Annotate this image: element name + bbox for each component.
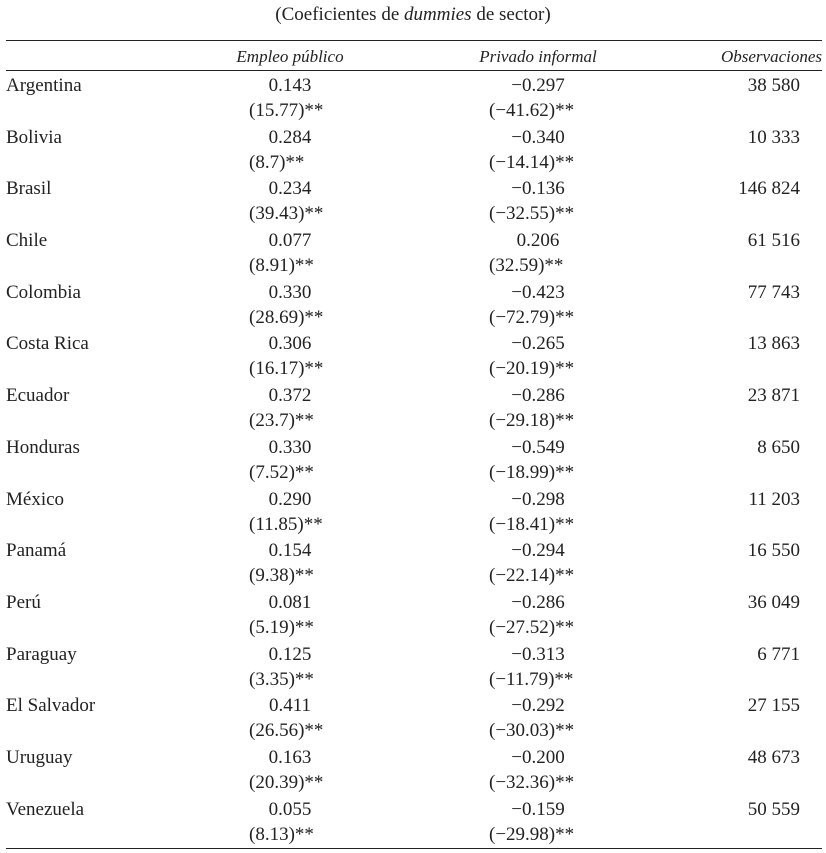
country-cell: México [6,488,65,510]
country-cell: Colombia [6,281,81,303]
empleo-coef: 0.411 [268,695,312,717]
empleo-coef: 0.290 [268,488,312,510]
header-observaciones: Observaciones [720,47,822,66]
empleo-tstat: (3.35)** [249,668,314,690]
empleo-coef: 0.234 [268,178,312,200]
observaciones-cell: 11 203 [748,488,800,510]
observaciones-cell: 6 771 [757,643,800,665]
table-row [0,538,826,590]
caption-suffix: de sector) [471,4,551,25]
empleo-coef: 0.330 [268,436,312,458]
observaciones-cell: 61 516 [747,230,800,252]
privado-tstat: (−18.41)** [489,513,575,535]
empleo-tstat: (7.52)** [249,461,314,483]
privado-tstat: (−20.19)** [489,358,575,380]
observaciones-cell: 48 673 [747,746,800,768]
empleo-tstat: (11.85)** [249,513,323,535]
observaciones-cell: 50 559 [747,798,800,820]
privado-coef: −0.297 [511,75,565,96]
privado-coef: −0.200 [511,746,565,768]
table-row [0,797,826,849]
header-empleo-publico: Empleo público [236,47,344,66]
privado-tstat: (−18.99)** [489,461,575,483]
privado-tstat: (32.59)** [489,255,564,277]
country-cell: Honduras [6,436,80,458]
empleo-coef: 0.077 [268,230,312,252]
country-cell: Costa Rica [6,333,89,355]
table-row [0,383,826,435]
privado-coef: −0.159 [511,798,565,820]
table-row [0,280,826,332]
country-cell: Paraguay [6,643,77,665]
privado-coef: −0.286 [511,385,565,407]
observaciones-cell: 8 650 [757,436,800,458]
table-row [0,693,826,745]
privado-coef: 0.206 [516,230,560,252]
privado-coef: −0.313 [511,643,565,665]
privado-tstat: (−29.18)** [489,410,575,432]
empleo-tstat: (8.91)** [249,255,314,277]
empleo-coef: 0.154 [268,540,312,562]
table-row [0,73,826,125]
country-cell: Venezuela [6,798,85,820]
privado-coef: −0.136 [511,178,565,200]
privado-tstat: (−72.79)** [489,306,575,328]
top-rule [6,40,822,41]
empleo-coef: 0.055 [268,798,312,820]
header-rule [6,70,822,71]
empleo-coef: 0.125 [268,643,312,665]
empleo-tstat: (20.39)** [249,771,324,793]
empleo-tstat: (8.13)** [249,823,314,845]
bottom-rule [6,848,822,849]
observaciones-cell: 27 155 [747,695,800,717]
observaciones-cell: 23 871 [747,385,800,407]
table-row [0,176,826,228]
observaciones-cell: 13 863 [747,333,800,355]
empleo-coef: 0.372 [268,385,312,407]
observaciones-cell: 77 743 [747,281,800,303]
privado-coef: −0.298 [511,488,565,510]
privado-tstat: (−32.55)** [489,203,575,225]
empleo-tstat: (23.7)** [249,410,314,432]
country-cell: El Salvador [6,695,96,717]
table-row [0,642,826,694]
empleo-coef: 0.081 [268,591,312,613]
privado-tstat: (−32.36)** [489,771,575,793]
privado-tstat: (−27.52)** [489,616,575,638]
empleo-coef: 0.306 [268,333,312,355]
privado-coef: −0.286 [511,591,565,613]
empleo-coef: 0.163 [268,746,312,768]
table-body [0,73,826,848]
empleo-tstat: (5.19)** [249,616,314,638]
privado-tstat: (−22.14)** [489,565,575,587]
empleo-tstat: (28.69)** [249,306,324,328]
country-cell: Ecuador [6,385,70,407]
privado-tstat: (−30.03)** [489,720,575,742]
country-cell: Chile [6,230,48,252]
header-privado-informal: Privado informal [479,47,597,66]
empleo-tstat: (26.56)** [249,720,324,742]
country-cell: Brasil [6,178,52,200]
empleo-coef: 0.143 [268,75,312,96]
empleo-coef: 0.284 [268,126,312,148]
empleo-tstat: (15.77)** [249,100,324,121]
country-cell: Argentina [6,75,82,96]
privado-tstat: (−29.98)** [489,823,575,845]
empleo-tstat: (9.38)** [249,565,314,587]
observaciones-cell: 146 824 [738,178,800,200]
privado-coef: −0.294 [511,540,565,562]
table-row [0,331,826,383]
country-cell: Bolivia [6,126,62,148]
privado-coef: −0.549 [511,436,565,458]
observaciones-cell: 16 550 [747,540,800,562]
country-cell: Uruguay [6,746,73,768]
empleo-tstat: (8.7)** [249,151,305,173]
table-row [0,228,826,280]
country-cell: Perú [6,591,41,613]
observaciones-cell: 10 333 [747,126,800,148]
privado-tstat: (−41.62)** [489,100,575,121]
privado-coef: −0.292 [511,695,565,717]
empleo-tstat: (39.43)** [249,203,324,225]
country-cell: Panamá [6,540,67,562]
empleo-tstat: (16.17)** [249,358,324,380]
observaciones-cell: 38 580 [747,75,800,96]
table-row [0,435,826,487]
caption-prefix: (Coeficientes de [275,4,405,25]
privado-tstat: (−14.14)** [489,151,575,173]
table-row [0,125,826,177]
empleo-coef: 0.330 [268,281,312,303]
privado-coef: −0.340 [511,126,565,148]
privado-coef: −0.423 [511,281,565,303]
table-row [0,590,826,642]
privado-tstat: (−11.79)** [489,668,574,690]
privado-coef: −0.265 [511,333,565,355]
table-row [0,745,826,797]
caption-italic: dummies [404,4,472,25]
observaciones-cell: 36 049 [747,591,800,613]
table-caption [0,4,826,26]
table-row [0,487,826,539]
